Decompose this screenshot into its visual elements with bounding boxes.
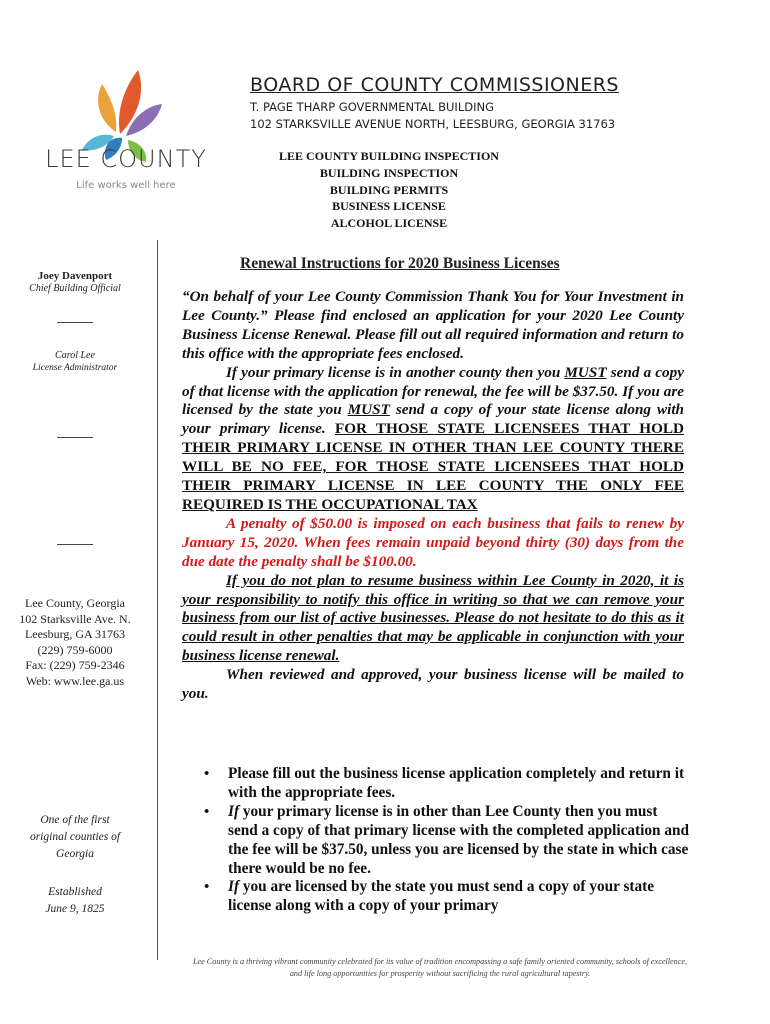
- established-line: June 9, 1825: [45, 903, 105, 915]
- contact-line: Lee County, Georgia: [25, 596, 125, 610]
- department-list: [250, 148, 528, 232]
- page-title: Renewal Instructions for 2020 Business Licenses: [240, 255, 560, 272]
- contact-line: Leesburg, GA 31763: [24, 627, 126, 641]
- footer-line: Lee County is a thriving vibrant community celebrated for its value of tradition encompassing a safe family oriented community, schools of excellence,: [192, 957, 688, 966]
- official-name: Joey Davenport: [37, 270, 113, 282]
- official-title: Chief Building Official: [29, 283, 121, 294]
- list-item: • If you are licensed by the state you must send a copy of your state license along with a copy of your primary: [200, 878, 690, 916]
- footer-tagline: [160, 956, 720, 980]
- notify-paragraph: If you do not plan to resume business within Lee County in 2020, it is your responsibility to notify this office in writing so that we can remove your business from our list of active businesses. Please do not hesitate to do this as it could result in other penalties that may be applicable in conjunction with your business license renewal.: [182, 571, 684, 665]
- contact-line: (229) 759-6000: [37, 642, 113, 657]
- motto: [0, 812, 150, 863]
- instruction-list: [200, 765, 690, 916]
- board-title: BOARD OF COUNTY COMMISSIONERS: [250, 74, 619, 96]
- department-item: BUILDING PERMITS: [329, 182, 449, 197]
- primary-license-paragraph: If your primary license is in another county then you MUST send a copy of that license with the application for renewal, the fee will be $37.50. If you are licensed by the state you MUST send a copy of your state license along with your primary license. FOR THOSE STATE LICENSEES THAT HOLD THEIR PRIMARY LICENSE IN OTHER THAN LEE COUNTY THERE WILL BE NO FEE, FOR THOSE STATE LICENSEES THAT HOLD THEIR PRIMARY LICENSE IN LEE COUNTY THE ONLY FEE REQUIRED IS THE OCCUPATIONAL TAX: [182, 363, 685, 513]
- established-line: Established: [48, 886, 102, 898]
- sidebar-rule: [57, 544, 93, 545]
- contact-line: Web: www.lee.ga.us: [25, 673, 125, 688]
- footer-line: and life long opportunities for prosperity without sacrificing the rural agricultural tapestry.: [289, 969, 591, 978]
- department-item: BUILDING INSPECTION: [319, 165, 459, 180]
- building-name: T. PAGE THARP GOVERNMENTAL BUILDING: [250, 100, 494, 114]
- established: [0, 884, 150, 918]
- logo-title: LEE COUNTY: [45, 145, 207, 173]
- sidebar-divider: [157, 240, 158, 960]
- list-item: • Please fill out the business license application completely and return it with the appropriate fees.: [200, 765, 690, 803]
- contact-line: Fax: (229) 759-2346: [25, 658, 125, 672]
- sidebar-rule: [57, 437, 93, 438]
- contact-line: 102 Starksville Ave. N.: [19, 611, 131, 626]
- contact-block: [0, 596, 150, 689]
- department-item: LEE COUNTY BUILDING INSPECTION: [279, 149, 499, 163]
- letter-body: [182, 288, 684, 704]
- building-address: 102 STARKSVILLE AVENUE NORTH, LEESBURG, GEORGIA 31763: [250, 117, 616, 131]
- motto-line: One of the first: [40, 814, 110, 826]
- department-item: BUSINESS LICENSE: [332, 199, 446, 214]
- lee-county-logo: [36, 60, 216, 200]
- admin-title: License Administrator: [32, 363, 118, 373]
- mailed-paragraph: When reviewed and approved, your business license will be mailed to you.: [182, 666, 684, 703]
- motto-line: Georgia: [56, 848, 94, 860]
- department-item: ALCOHOL LICENSE: [330, 216, 448, 231]
- motto-line: original counties of: [29, 831, 121, 843]
- list-item: • If your primary license is in other than Lee County then you must send a copy of that primary license with the completed application and the fee will be $37.50, unless you are licensed by the state in which case there would be no fee.: [200, 803, 690, 879]
- admin-name: Carol Lee: [55, 350, 95, 361]
- intro-paragraph: “On behalf of your Lee County Commission Thank You for Your Investment in Lee County.” Please find enclosed an application for your 2020 Lee County Business License Renewal. Please fill out all required information and return to this office with the appropriate fees enclosed.: [182, 288, 684, 362]
- logo-tagline: Life works well here: [76, 180, 176, 191]
- penalty-paragraph: A penalty of $50.00 is imposed on each business that fails to renew by January 15, 2020. When fees remain unpaid beyond thirty (30) days from the due date the penalty shall be $100.00.: [182, 514, 684, 570]
- sidebar-rule: [57, 322, 93, 323]
